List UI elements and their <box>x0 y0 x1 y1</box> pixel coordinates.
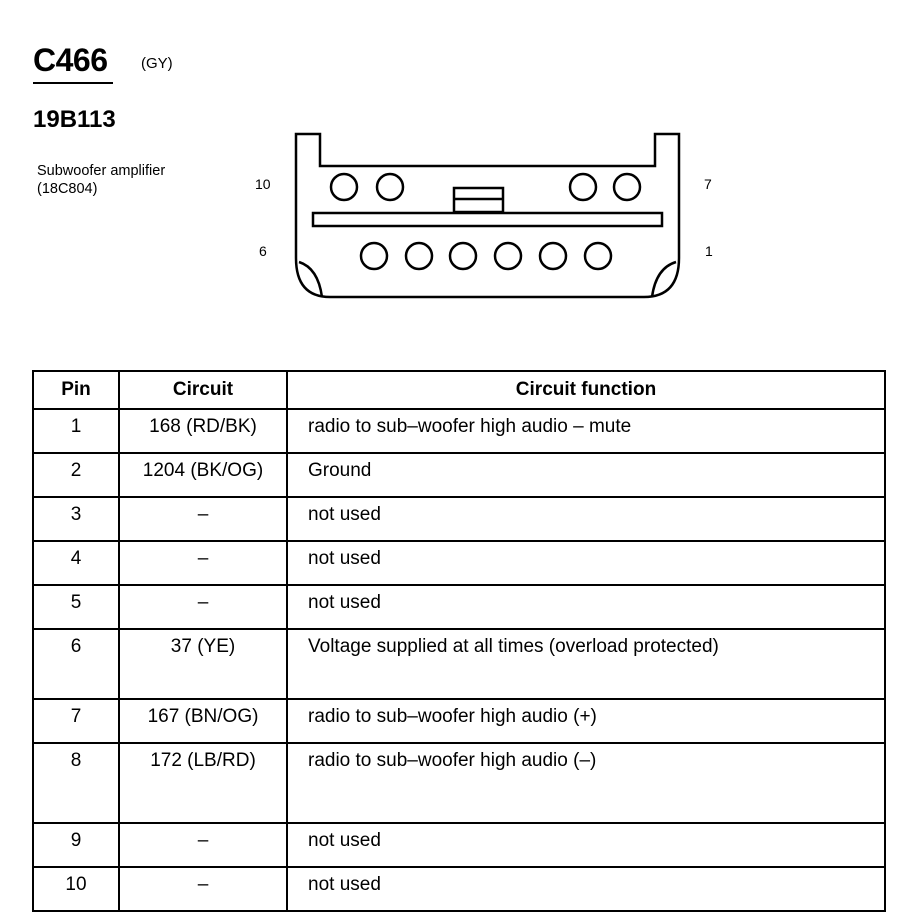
pin-socket-8 <box>570 174 596 200</box>
table-row <box>33 497 885 541</box>
pin-socket-1 <box>585 243 611 269</box>
cell-function: not used <box>287 541 885 585</box>
pin-socket-7 <box>614 174 640 200</box>
table-row <box>33 867 885 911</box>
connector-housing-outline <box>296 134 679 297</box>
table-row <box>33 409 885 453</box>
cell-pin: 3 <box>33 497 119 541</box>
part-number: 19B113 <box>33 106 116 133</box>
cell-function: Voltage supplied at all times (overload protected) <box>287 629 885 699</box>
cell-pin: 5 <box>33 585 119 629</box>
cell-pin: 6 <box>33 629 119 699</box>
cell-pin: 1 <box>33 409 119 453</box>
pin-label-bottom-left: 6 <box>259 243 267 259</box>
pin-label-bottom-right: 1 <box>705 243 713 259</box>
cell-function: radio to sub–woofer high audio (+) <box>287 699 885 743</box>
cell-circuit: – <box>119 585 287 629</box>
cell-circuit: – <box>119 541 287 585</box>
cell-function: not used <box>287 497 885 541</box>
cell-pin: 7 <box>33 699 119 743</box>
table-row <box>33 541 885 585</box>
cell-circuit: 168 (RD/BK) <box>119 409 287 453</box>
cell-function: not used <box>287 867 885 911</box>
connector-face-diagram <box>0 0 906 340</box>
description-line-2: (18C804) <box>37 181 98 197</box>
table-row <box>33 743 885 823</box>
pin-socket-6 <box>361 243 387 269</box>
pin-socket-10 <box>331 174 357 200</box>
cell-circuit: – <box>119 823 287 867</box>
table-row <box>33 585 885 629</box>
table-header-row <box>33 371 885 409</box>
cell-pin: 9 <box>33 823 119 867</box>
connector-id: C466 <box>33 42 108 78</box>
cell-function: not used <box>287 585 885 629</box>
header-pin: Pin <box>33 371 119 409</box>
cell-function: Ground <box>287 453 885 497</box>
cell-pin: 2 <box>33 453 119 497</box>
pin-socket-2 <box>540 243 566 269</box>
cell-circuit: 167 (BN/OG) <box>119 699 287 743</box>
pin-label-top-left: 10 <box>255 176 271 192</box>
pin-socket-4 <box>450 243 476 269</box>
pin-socket-5 <box>406 243 432 269</box>
header-circuit-function: Circuit function <box>287 371 885 409</box>
cell-circuit: 1204 (BK/OG) <box>119 453 287 497</box>
description-line-1: Subwoofer amplifier <box>37 163 166 179</box>
cell-function: not used <box>287 823 885 867</box>
header-circuit: Circuit <box>119 371 287 409</box>
table-row <box>33 453 885 497</box>
cell-pin: 4 <box>33 541 119 585</box>
pin-label-top-right: 7 <box>704 176 712 192</box>
pin-socket-9 <box>377 174 403 200</box>
cell-circuit: 37 (YE) <box>119 629 287 699</box>
connector-color-code: (GY) <box>141 55 173 72</box>
cell-circuit: 172 (LB/RD) <box>119 743 287 823</box>
cell-pin: 10 <box>33 867 119 911</box>
table-row <box>33 823 885 867</box>
table-row <box>33 629 885 699</box>
connector-latch-bar <box>313 213 662 226</box>
cell-circuit: – <box>119 497 287 541</box>
cell-function: radio to sub–woofer high audio – mute <box>287 409 885 453</box>
pinout-table <box>32 370 886 912</box>
cell-function: radio to sub–woofer high audio (–) <box>287 743 885 823</box>
pin-socket-3 <box>495 243 521 269</box>
cell-pin: 8 <box>33 743 119 823</box>
table-row <box>33 699 885 743</box>
cell-circuit: – <box>119 867 287 911</box>
